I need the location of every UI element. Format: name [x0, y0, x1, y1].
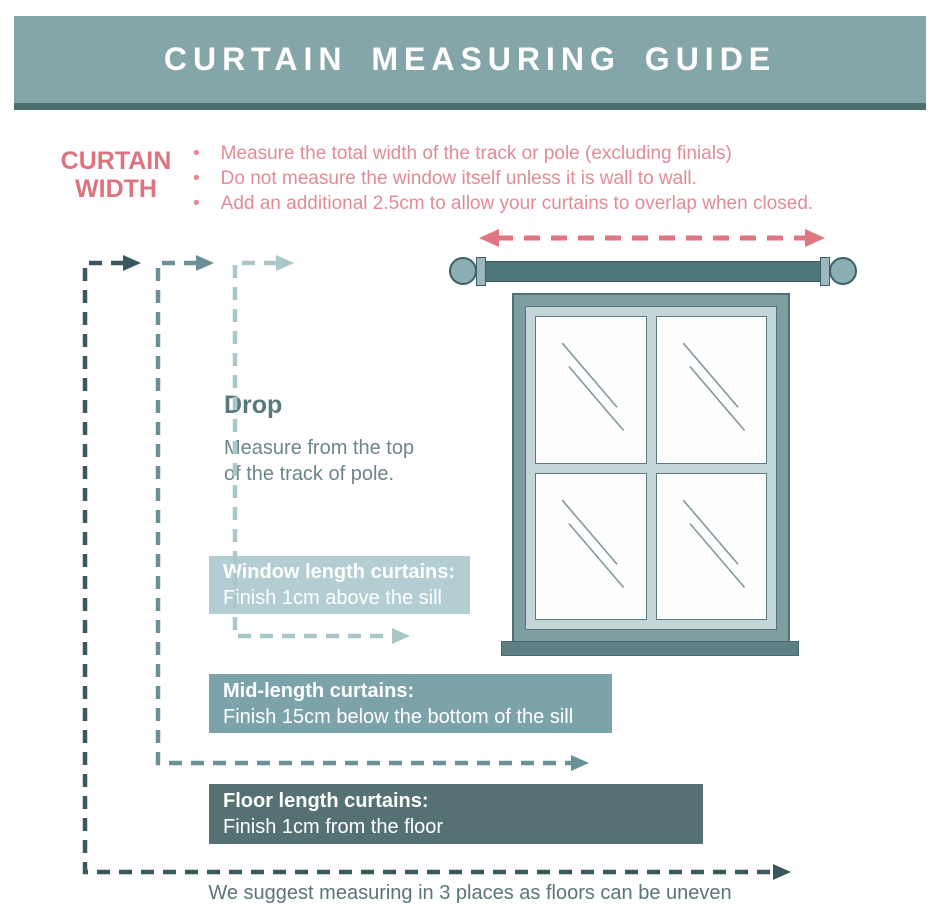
window-inner-frame [525, 306, 777, 630]
header-banner [14, 16, 926, 110]
width-measure-arrow-icon [479, 229, 825, 247]
drop-heading: Drop [224, 391, 283, 419]
bullet-text: Add an additional 2.5cm to allow your curtains to overlap when closed. [220, 193, 814, 214]
glass-reflection-icon [657, 317, 767, 463]
footer-note: We suggest measuring in 3 places as floors can be uneven [208, 882, 732, 904]
floor-length-box [209, 784, 703, 844]
page-title: CURTAIN MEASURING GUIDE [163, 41, 777, 77]
window-length-title: Window length curtains: [223, 561, 456, 583]
list-item [193, 191, 903, 216]
pole-finial-right [829, 257, 857, 285]
bullet-text: Do not measure the window itself unless it is wall to wall. [220, 168, 697, 189]
curtain-pole [483, 261, 823, 282]
curtain-width-heading [56, 147, 176, 203]
pole-collar-right [820, 257, 830, 286]
glass-reflection-icon [536, 317, 646, 463]
glass-reflection-icon [657, 474, 767, 620]
drop-description-line2: of the track of pole. [224, 463, 395, 485]
glass-reflection-icon [536, 474, 646, 620]
window-pane-top-left [535, 316, 647, 464]
bullet-icon: • [193, 168, 200, 189]
floor-length-detail: Finish 1cm from the floor [223, 816, 444, 838]
bullet-icon: • [193, 193, 200, 214]
curtain-width-bullet-list [193, 141, 903, 216]
list-item [193, 166, 903, 191]
window-length-box [209, 556, 470, 614]
mid-length-box [209, 674, 612, 733]
window-length-detail: Finish 1cm above the sill [223, 587, 442, 609]
window-sill [501, 641, 799, 656]
floor-length-title: Floor length curtains: [223, 790, 429, 812]
pole-finial-left [449, 257, 477, 285]
window-pane-top-right [656, 316, 768, 464]
window-pane-bottom-right [656, 473, 768, 621]
window-pane-bottom-left [535, 473, 647, 621]
bullet-icon: • [193, 143, 200, 164]
curtain-width-heading-line2: WIDTH [75, 175, 157, 203]
drop-description-line1: Measure from the top [224, 437, 415, 459]
list-item [193, 141, 903, 166]
curtain-width-heading-line1: CURTAIN [60, 147, 172, 175]
mid-length-detail: Finish 15cm below the bottom of the sill [223, 705, 574, 728]
mid-length-title: Mid-length curtains: [223, 679, 415, 702]
window-illustration [512, 293, 790, 643]
pole-collar-left [476, 257, 486, 286]
drop-description [224, 435, 414, 487]
bullet-text: Measure the total width of the track or pole (excluding finials) [220, 143, 732, 164]
